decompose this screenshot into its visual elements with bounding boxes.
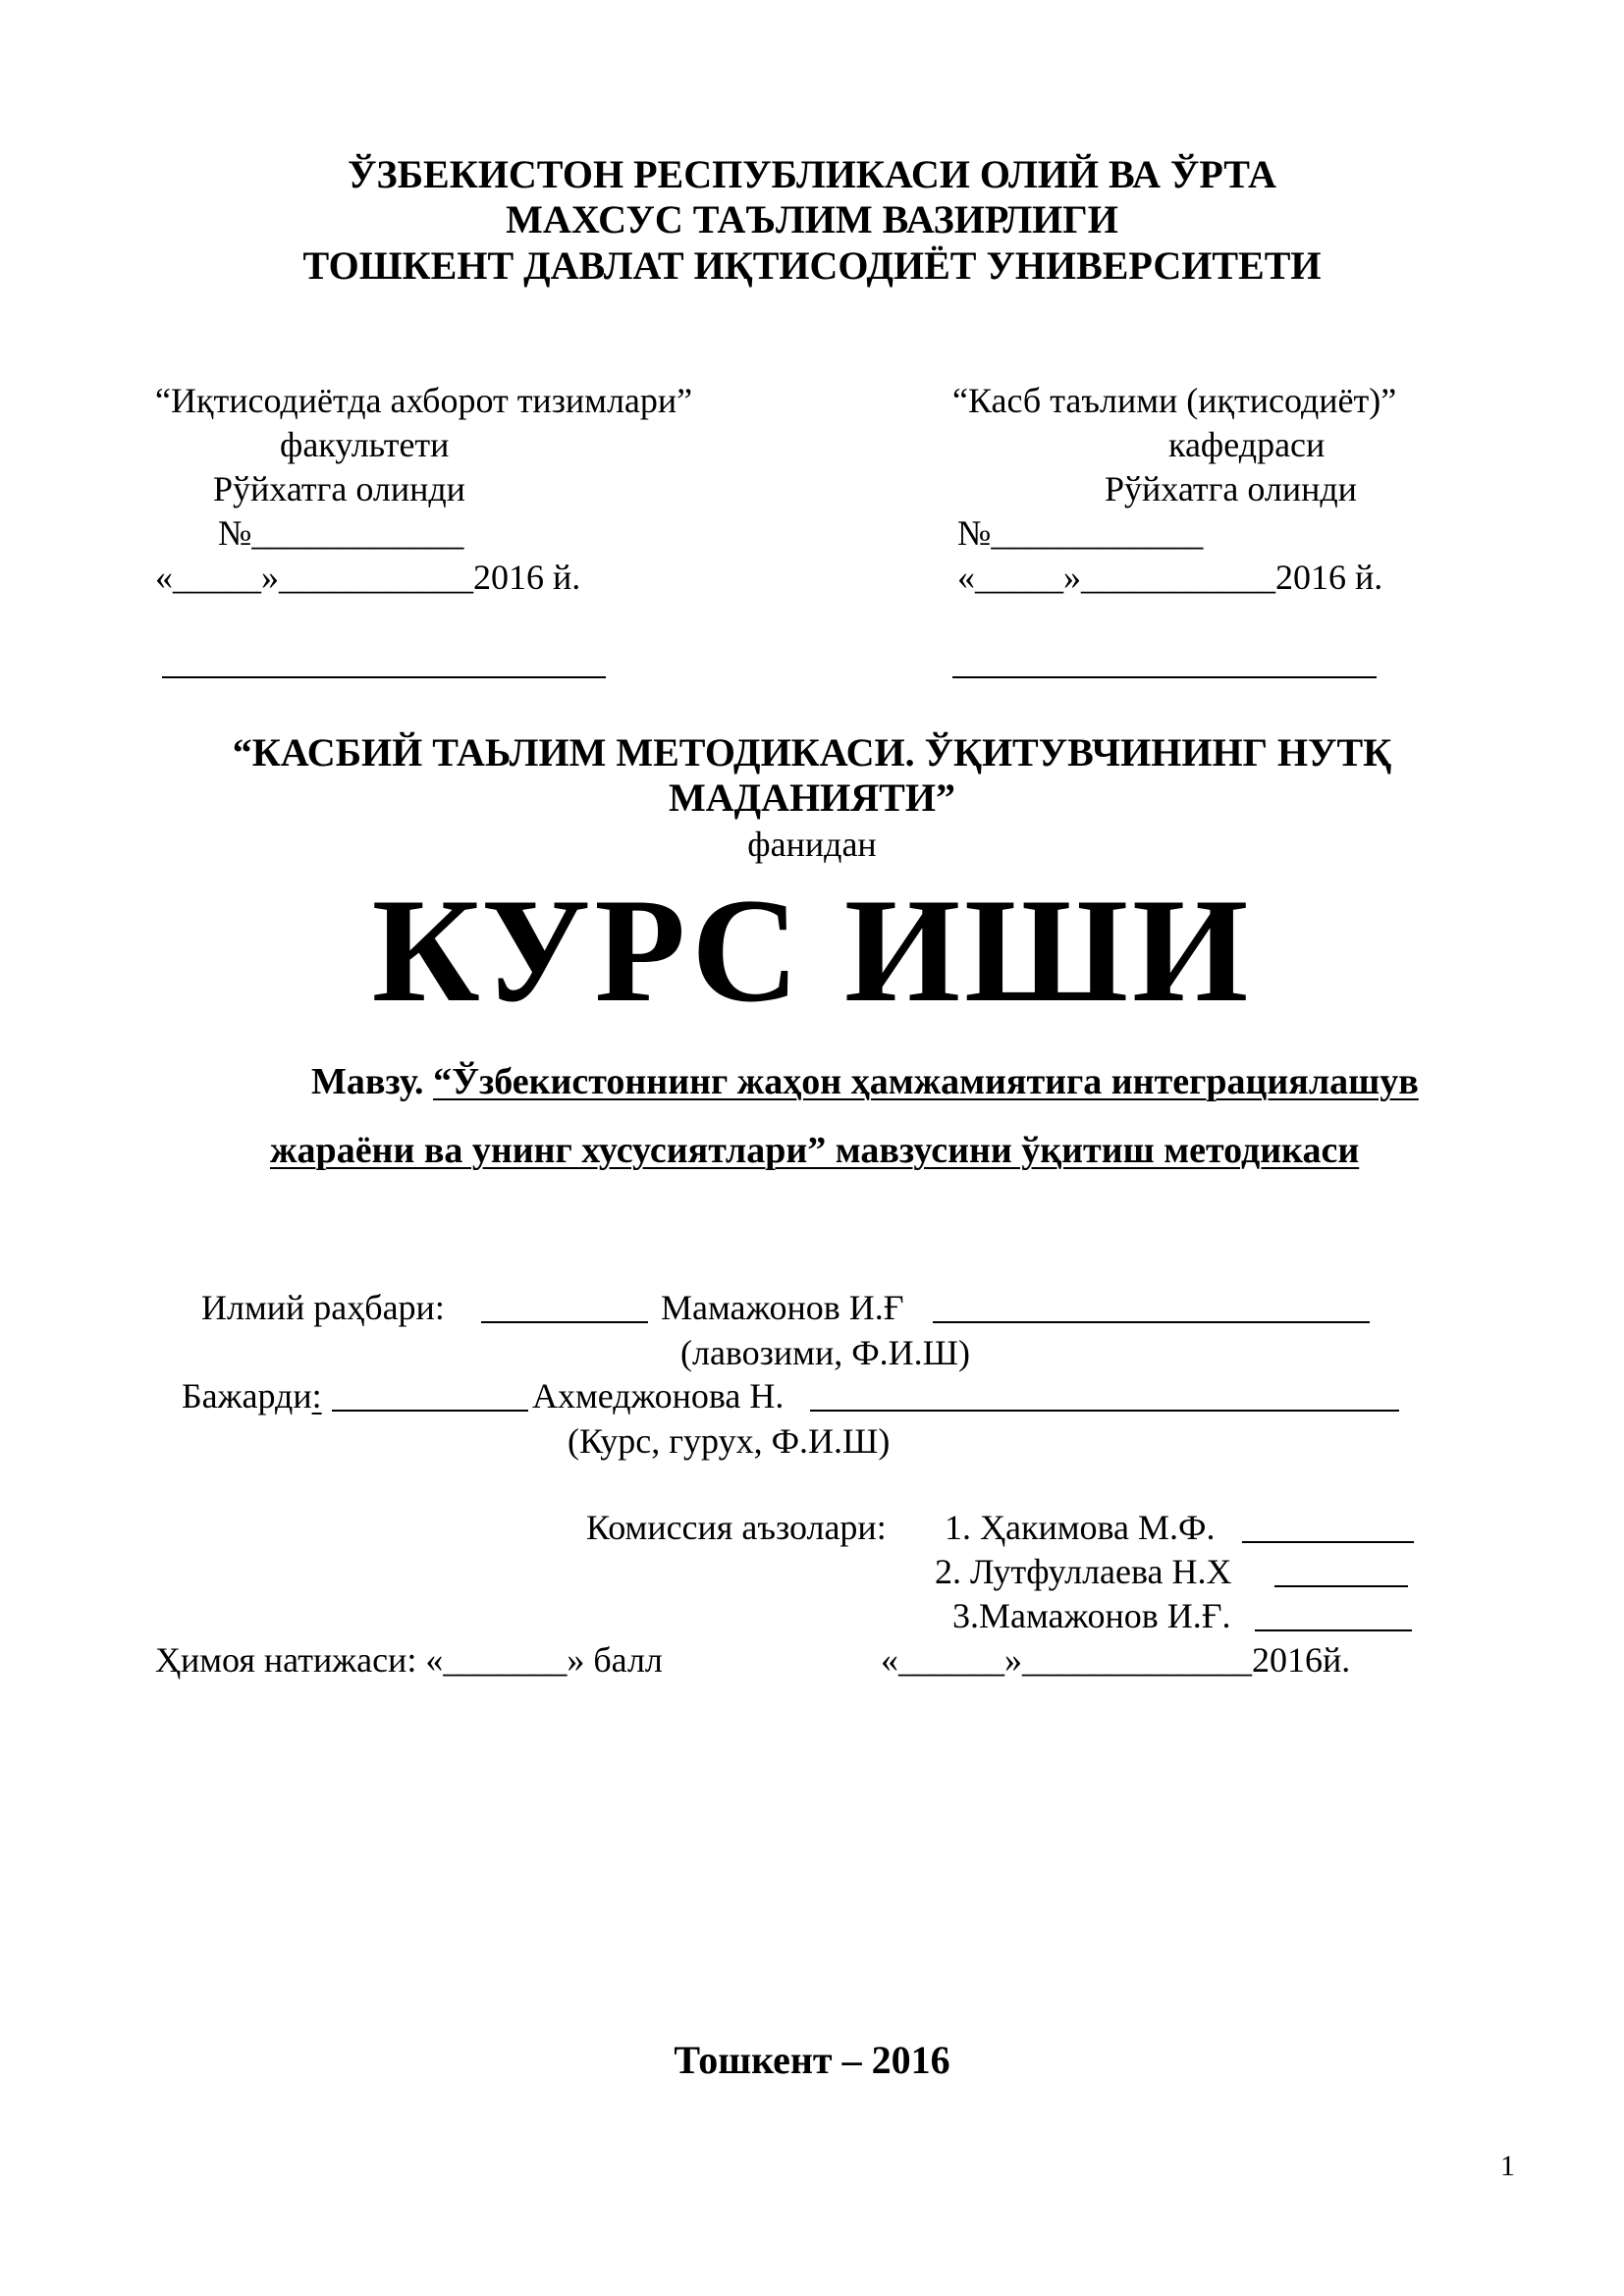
department-label: кафедраси <box>1168 425 1326 464</box>
performer-label <box>182 1374 322 1417</box>
faculty-reg-number: №____________ <box>218 513 464 553</box>
supervisor-note: (лавозими, Ф.И.Ш) <box>680 1333 970 1372</box>
department-registered-label: Рўйхатга олинди <box>1105 469 1357 508</box>
commission-member-3: 3.Мамажонов И.Ғ. <box>952 1596 1231 1635</box>
ministry-line-1: ЎЗБЕКИСТОН РЕСПУБЛИКАСИ ОЛИЙ ВА ЎРТА <box>348 152 1276 196</box>
defense-date: «______»_____________2016й. <box>881 1640 1351 1680</box>
subject-text-1: “Ўзбекистоннинг жаҳон ҳамжамиятига интеграциялашув <box>433 1061 1419 1102</box>
performer-label-colon: : <box>311 1376 322 1415</box>
commission-label: Комиссия аъзолари: <box>586 1508 887 1547</box>
ministry-line-2: МАХСУС ТАЪЛИМ ВАЗИРЛИГИ <box>506 197 1118 241</box>
faculty-reg-date: «_____»___________2016 й. <box>155 558 581 597</box>
supervisor-name: Мамажонов И.Ғ <box>661 1288 904 1327</box>
department-name: “Касб таълими (иқтисодиёт)” <box>952 381 1397 420</box>
commission-member-2-line <box>1274 1585 1408 1587</box>
commission-member-3-line <box>1255 1629 1412 1631</box>
performer-course-line <box>332 1410 528 1412</box>
performer-note: (Курс, гурух, Ф.И.Ш) <box>568 1421 891 1461</box>
department-reg-date: «_____»___________2016 й. <box>957 558 1383 597</box>
department-reg-number: №____________ <box>957 513 1204 553</box>
supervisor-name-line <box>933 1321 1370 1323</box>
performer-name-line <box>810 1410 1399 1412</box>
department-signature-line <box>952 676 1377 678</box>
subject-prefix: Мавзу. <box>311 1061 424 1102</box>
subject-line-1 <box>311 1060 1419 1103</box>
course-title-line-2: МАДАНИЯТИ” <box>669 775 955 820</box>
faculty-signature-line <box>162 676 606 678</box>
document-title: КУРС ИШИ <box>371 868 1253 1033</box>
faculty-name: “Иқтисодиётда ахборот тизимлари” <box>155 381 693 420</box>
performer-name: Ахмеджонова Н. <box>532 1376 785 1415</box>
commission-member-1-line <box>1242 1541 1414 1543</box>
faculty-registered-label: Рўйхатга олинди <box>213 469 465 508</box>
university-name: ТОШКЕНТ ДАВЛАТ ИҚТИСОДИЁТ УНИВЕРСИТЕТИ <box>302 243 1322 288</box>
supervisor-position-line <box>481 1321 648 1323</box>
commission-member-1: 1. Ҳакимова М.Ф. <box>945 1508 1216 1547</box>
supervisor-label: Илмий раҳбари: <box>201 1288 445 1327</box>
course-title-line-1: “КАСБИЙ ТАЬЛИМ МЕТОДИКАСИ. ЎҚИТУВЧИНИНГ НУТҚ <box>232 730 1392 774</box>
defense-result: Ҳимоя натижаси: «_______» балл <box>155 1640 663 1680</box>
page-number: 1 <box>1500 2150 1515 2182</box>
subject-text-2: жараёни ва унинг хусусиятлари” мавзусини ўқитиш методикаси <box>270 1130 1360 1171</box>
course-subject-label: фанидан <box>747 825 877 864</box>
faculty-label: факультети <box>280 425 450 464</box>
commission-member-2: 2. Лутфуллаева Н.Х <box>935 1552 1232 1591</box>
performer-label-text: Бажарди <box>182 1376 312 1415</box>
city-year: Тошкент – 2016 <box>674 2038 950 2082</box>
